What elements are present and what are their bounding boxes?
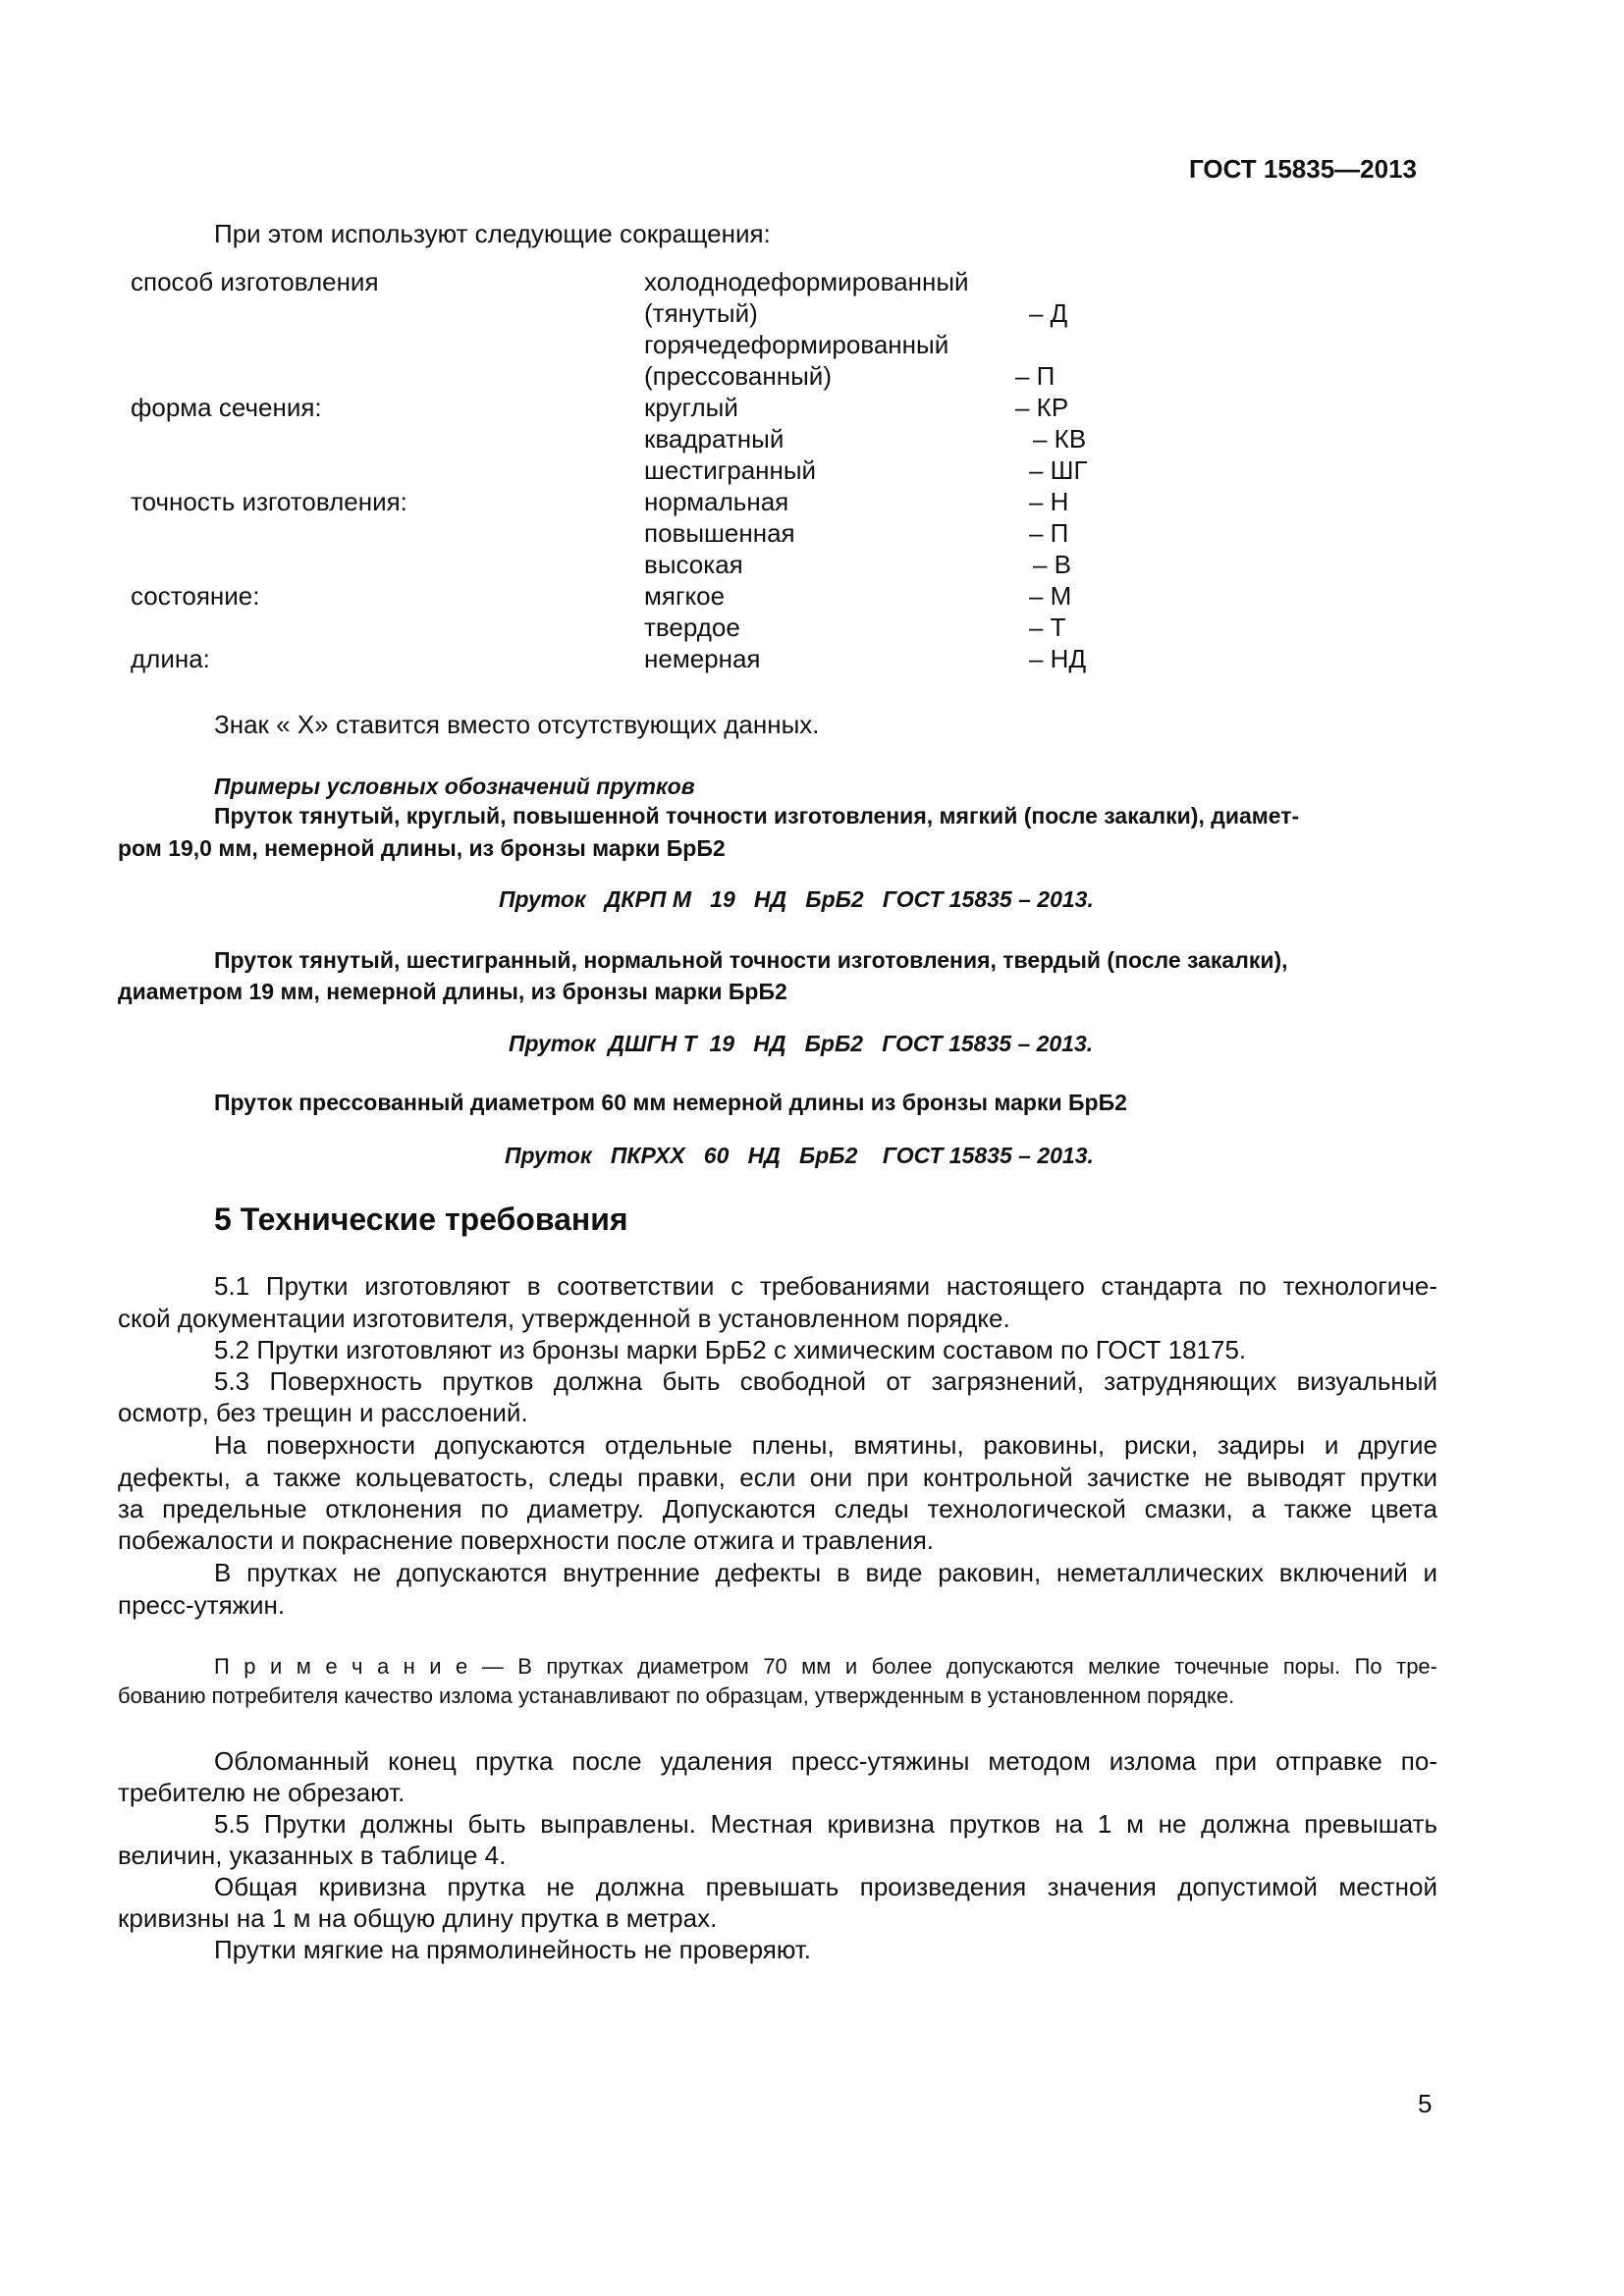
body-line: дефекты, а также кольцеватость, следы правки, если они при контрольной зачистке не выводят прутки	[118, 1463, 1437, 1492]
abbreviation-row	[0, 581, 1624, 613]
abbreviation-category: точность изготовления:	[131, 487, 407, 516]
body-line: 5.1 Прутки изготовляют в соответствии с требованиями настоящего стандарта по технологиче-	[214, 1271, 1437, 1301]
abbreviation-code: – М	[1029, 581, 1072, 611]
abbreviation-value: (тянутый)	[644, 298, 758, 328]
missing-data-note: Знак « Х» ставится вместо отсутствующих данных.	[214, 710, 820, 739]
abbreviation-code: – Т	[1029, 613, 1066, 642]
body-line: 5.2 Прутки изготовляют из бронзы марки БрБ2 с химическим составом по ГОСТ 18175.	[214, 1335, 1247, 1364]
body-line: пресс-утяжин.	[118, 1590, 286, 1620]
page-number: 5	[1418, 2089, 1433, 2118]
body-line: Общая кривизна прутка не должна превышать произведения значения допустимой местной	[214, 1872, 1437, 1901]
body-line: 5.5 Прутки должны быть выправлены. Местная кривизна прутков на 1 м не должна превышать	[214, 1809, 1437, 1839]
abbreviation-value: немерная	[644, 644, 761, 673]
abbreviations-intro: При этом используют следующие сокращения:	[214, 219, 771, 248]
abbreviation-code: – П	[1029, 518, 1069, 548]
abbreviation-category: способ изготовления	[131, 267, 379, 296]
abbreviation-value: холоднодеформированный	[644, 267, 969, 296]
abbreviation-value: мягкое	[644, 581, 726, 611]
abbreviation-row	[0, 518, 1624, 550]
example-designation: Пруток ПКРХХ 60 НД БрБ2 ГОСТ 15835 – 2013.	[505, 1143, 1094, 1168]
abbreviation-code: – КР	[1015, 393, 1069, 422]
abbreviation-row	[0, 550, 1624, 581]
abbreviation-code: – П	[1015, 361, 1056, 391]
example-description-line: Пруток тянутый, шестигранный, нормальной точности изготовления, твердый (после закалки),	[214, 947, 1288, 973]
abbreviation-row	[0, 361, 1624, 393]
document-header: ГОСТ 15835—2013	[1189, 154, 1417, 184]
abbreviation-value: шестигранный	[644, 455, 817, 485]
example-designation: Пруток ДКРП М 19 НД БрБ2 ГОСТ 15835 – 2013.	[499, 886, 1094, 912]
abbreviation-row	[0, 644, 1624, 675]
example-designation: Пруток ДШГН Т 19 НД БрБ2 ГОСТ 15835 – 2013.	[509, 1031, 1094, 1056]
abbreviation-value: (прессованный)	[644, 361, 832, 391]
body-line: Прутки мягкие на прямолинейность не проверяют.	[214, 1935, 812, 1964]
body-line: требителю не обрезают.	[118, 1778, 406, 1807]
abbreviation-value: твердое	[644, 613, 740, 642]
section-title: 5 Технические требования	[214, 1201, 628, 1237]
abbreviation-code: – Н	[1029, 487, 1069, 516]
abbreviation-code: – КВ	[1033, 424, 1087, 454]
example-description-line: Пруток тянутый, круглый, повышенной точности изготовления, мягкий (после закалки), диамет-	[214, 803, 1300, 828]
body-line: осмотр, без трещин и расслоений.	[118, 1398, 528, 1427]
note-line: бованию потребителя качество излома устанавливают по образцам, утвержденным в установленном порядке.	[118, 1683, 1235, 1708]
abbreviation-row	[0, 330, 1624, 361]
note-line: П р и м е ч а н и е — В прутках диаметром 70 мм и более допускаются мелкие точечные поры. По тре-	[214, 1654, 1437, 1679]
abbreviation-code: – Д	[1029, 298, 1068, 328]
abbreviation-value: горячедеформированный	[644, 330, 949, 359]
body-line: В прутках не допускаются внутренние дефекты в виде раковин, неметаллических включений и	[214, 1558, 1437, 1587]
body-line: величин, указанных в таблице 4.	[118, 1841, 507, 1870]
abbreviation-category: состояние:	[131, 581, 260, 611]
abbreviation-row	[0, 393, 1624, 424]
body-line: ской документации изготовителя, утвержденной в установленном порядке.	[118, 1304, 1010, 1333]
abbreviation-row	[0, 613, 1624, 644]
abbreviation-code: – ШГ	[1029, 455, 1088, 485]
abbreviation-row	[0, 298, 1624, 330]
abbreviation-row	[0, 455, 1624, 487]
example-description-line: диаметром 19 мм, немерной длины, из бронзы марки БрБ2	[118, 979, 787, 1004]
abbreviation-category: длина:	[131, 644, 210, 673]
body-line: кривизны на 1 м на общую длину прутка в метрах.	[118, 1903, 718, 1933]
body-line: 5.3 Поверхность прутков должна быть свободной от загрязнений, затрудняющих визуальный	[214, 1366, 1437, 1396]
body-line: за предельные отклонения по диаметру. Допускаются следы технологической смазки, а также цвета	[118, 1494, 1437, 1523]
abbreviation-value: круглый	[644, 393, 738, 422]
abbreviation-value: квадратный	[644, 424, 785, 454]
abbreviation-value: повышенная	[644, 518, 795, 548]
example-description-line: Пруток прессованный диаметром 60 мм немерной длины из бронзы марки БрБ2	[214, 1090, 1127, 1115]
abbreviation-category: форма сечения:	[131, 393, 322, 422]
body-line: побежалости и покраснение поверхности после отжига и травления.	[118, 1525, 935, 1555]
examples-title: Примеры условных обозначений прутков	[214, 774, 695, 799]
abbreviation-row	[0, 424, 1624, 455]
abbreviation-row	[0, 267, 1624, 298]
abbreviation-value: нормальная	[644, 487, 789, 516]
body-line: На поверхности допускаются отдельные плены, вмятины, раковины, риски, задиры и другие	[214, 1430, 1437, 1460]
body-line: Обломанный конец прутка после удаления пресс-утяжины методом излома при отправке по-	[214, 1746, 1437, 1776]
abbreviation-code: – НД	[1029, 644, 1087, 673]
abbreviation-value: высокая	[644, 550, 743, 579]
abbreviation-code: – В	[1033, 550, 1072, 579]
abbreviation-row	[0, 487, 1624, 518]
example-description-line: ром 19,0 мм, немерной длины, из бронзы марки БрБ2	[118, 835, 726, 861]
